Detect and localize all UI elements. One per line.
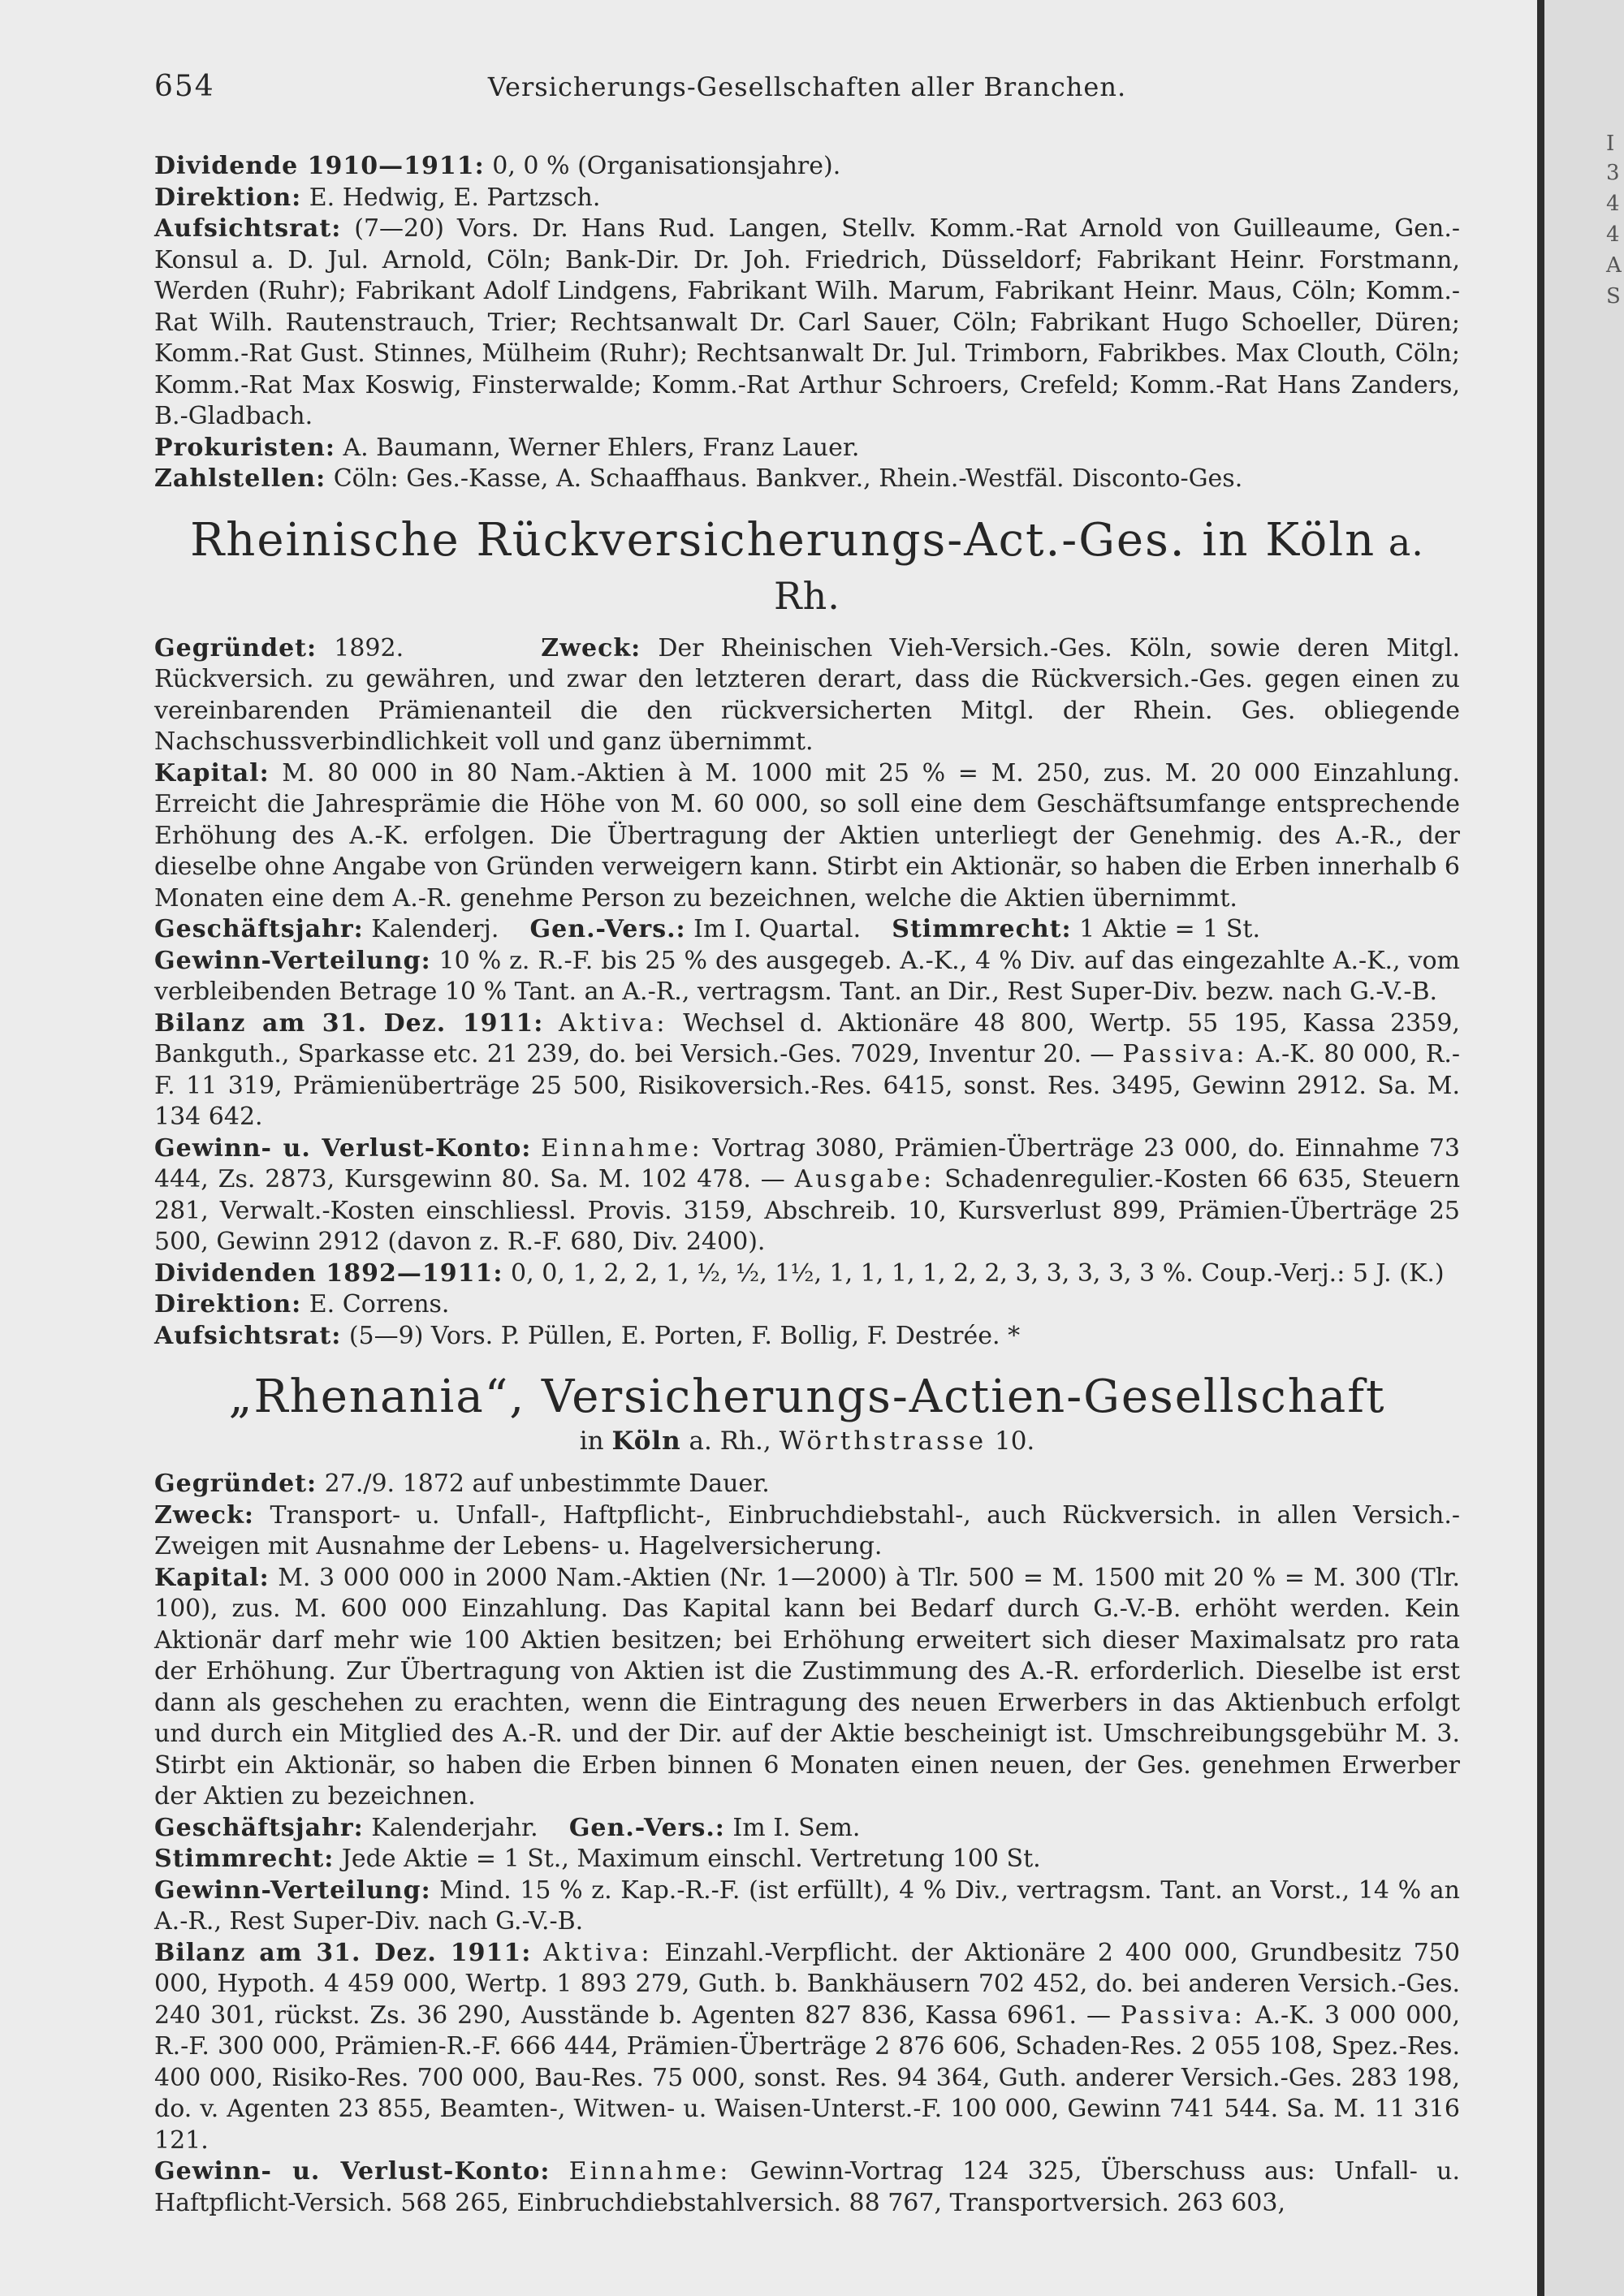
adjacent-page-edge	[1544, 0, 1624, 2296]
entry-dividenden: Dividenden 1892—1911: 0, 0, 1, 2, 2, 1, ½, ½, 1½, 1, 1, 1, 1, 2, 2, 3, 3, 3, 3, 3 %. Coup.-Verj.: 5 J. (K.)	[154, 1258, 1445, 1288]
entry-bilanz-3: Bilanz am 31. Dez. 1911: Aktiva: Einzahl.-Verpflicht. der Aktionäre 2 400 000, Grundbesitz 750 000, Hypoth. 4 459 000, Wertp. 1 893 279, Guth. b. Bankhäusern 702 452, do. bei anderen Versich.-Ges. 240 301, rückst. Zs. 36 290, Ausstände b. Agenten 827 836, Kassa 6961. — Passiva: A.-K. 3 000 000, R.-F. 300 000, Prämien-R.-F. 666 444, Prämien-Überträge 2 876 606, Schaden-Res. 2 055 108, Spez.-Res. 400 000, Risiko-Res. 700 000, Bau-Res. 75 000, sonst. Res. 94 364, Guth. anderer Versich.-Ges. 283 198, do. v. Agenten 23 855, Beamten-, Witwen- u. Waisen-Unterst.-F. 100 000, Gewinn 741 544. Sa. M. 11 316 121.	[154, 1938, 1460, 2155]
section-rhenania	[154, 1371, 1460, 2219]
section-previous-company	[154, 151, 1460, 495]
book-spine	[1537, 0, 1544, 2296]
page-header	[154, 57, 1460, 106]
entry-geschaeftsjahr: Geschäftsjahr: Kalenderj. Gen.-Vers.: Im I. Quartal. Stimmrecht: 1 Aktie = 1 St.	[154, 915, 1260, 943]
entry-aufsichtsrat-2: Aufsichtsrat: (5—9) Vors. P. Püllen, E. Porten, F. Bollig, F. Destrée. *	[154, 1321, 1021, 1350]
entry-gewinn-verteilung: Gewinn-Verteilung: 10 % z. R.-F. bis 25 % des ausgegeb. A.-K., 4 % Div. auf das eingezahlte A.-K., vom verbleibenden Betrage 10 % Tant. an A.-R., vertragsm. Tant. an Dir., Rest Super-Div. bezw. nach G.-V.-B.	[154, 946, 1460, 1006]
entry-kapital: Kapital: M. 80 000 in 80 Nam.-Aktien à M. 1000 mit 25 % = M. 250, zus. M. 20 000 Einzahlung. Erreicht die Jahresprämie die Höhe von M. 60 000, so soll eine dem Geschäftsumfange entsprechende Erhöhung des A.-K. erfolgen. Die Übertragung der Aktien unterliegt der Genehmig. des A.-R., der dieselbe ohne Angabe von Gründen verweigern kann. Stirbt ein Aktionär, so haben die Erben innerhalb 6 Monaten eine dem A.-R. genehme Person zu bezeichnen, welche die Aktien übernimmt.	[154, 758, 1460, 913]
section-rheinische-rueckversicherung	[154, 515, 1460, 1353]
adjacent-page-fragment: 4	[1606, 192, 1620, 216]
entry-zweck-3: Zweck: Transport- u. Unfall-, Haftpflicht-, Einbruchdiebstahl-, auch Rückversich. in allen Versich.-Zweigen mit Ausnahme der Lebens- u. Hagelversicherung.	[154, 1500, 1460, 1560]
adjacent-page-fragment: 4	[1606, 222, 1620, 247]
page-number: 654	[154, 70, 215, 103]
entry-direktion-2: Direktion: E. Correns.	[154, 1290, 450, 1318]
entry-bilanz: Bilanz am 31. Dez. 1911: Aktiva: Wechsel d. Aktionäre 48 800, Wertp. 55 195, Kassa 2359, Bankguth., Sparkasse etc. 21 239, do. bei Versich.-Ges. 7029, Inventur 20. — Passiva: A.-K. 80 000, R.-F. 11 319, Prämienüberträge 25 500, Risikoversich.-Res. 6415, sonst. Res. 3495, Gewinn 2912. Sa. M. 134 642.	[154, 1008, 1460, 1131]
entry-direktion: Direktion: E. Hedwig, E. Partzsch.	[154, 183, 601, 212]
entry-zahlstellen: Zahlstellen: Cöln: Ges.-Kasse, A. Schaaffhaus. Bankver., Rhein.-Westfäl. Disconto-Ges.	[154, 464, 1243, 493]
company-title-rhenania: „Rhenania“, Versicherungs-Actien-Gesellschaft	[228, 1370, 1386, 1423]
adjacent-page-fragment: A	[1606, 253, 1622, 278]
company-address: in Köln a. Rh., Wörthstrasse 10.	[579, 1426, 1035, 1456]
entry-stimmrecht-3: Stimmrecht: Jede Aktie = 1 St., Maximum einschl. Vertretung 100 St.	[154, 1845, 1041, 1873]
running-title: Versicherungs-Gesellschaften aller Branchen.	[487, 71, 1127, 102]
page-content	[154, 57, 1460, 2219]
entry-gewinn-verteilung-3: Gewinn-Verteilung: Mind. 15 % z. Kap.-R.-F. (ist erfüllt), 4 % Div., vertragsm. Tant. an Vorst., 14 % an A.-R., Rest Super-Div. nach G.-V.-B.	[154, 1875, 1460, 1936]
adjacent-page-fragment: S	[1606, 284, 1621, 309]
adjacent-page-fragment: 3	[1606, 161, 1620, 185]
company-title-rheinische: Rheinische Rückversicherungs-Act.-Ges. in Köln a. Rh.	[190, 513, 1424, 618]
entry-gewinn-verlust-3: Gewinn- u. Verlust-Konto: Einnahme: Gewinn-Vortrag 124 325, Überschuss aus: Unfall- u. Haftpflicht-Versich. 568 265, Einbruchdiebstahlversich. 88 767, Transportversich. 263 603,	[154, 2157, 1460, 2217]
entry-aufsichtsrat: Aufsichtsrat: (7—20) Vors. Dr. Hans Rud. Langen, Stellv. Komm.-Rat Arnold von Guilleaume, Gen.-Konsul a. D. Jul. Arnold, Cöln; Bank-Dir. Dr. Joh. Friedrich, Düsseldorf; Fabrikant Heinr. Forstmann, Werden (Ruhr); Fabrikant Adolf Lindgens, Fabrikant Wilh. Marum, Fabrikant Heinr. Maus, Cöln; Komm.-Rat Wilh. Rautenstrauch, Trier; Rechtsanwalt Dr. Carl Sauer, Cöln; Fabrikant Hugo Schoeller, Düren; Komm.-Rat Gust. Stinnes, Mülheim (Ruhr); Rechtsanwalt Dr. Jul. Trimborn, Fabrikbes. Max Clouth, Cöln; Komm.-Rat Max Koswig, Finsterwalde; Komm.-Rat Arthur Schroers, Crefeld; Komm.-Rat Hans Zanders, B.-Gladbach.	[154, 214, 1460, 430]
entry-gewinn-verlust: Gewinn- u. Verlust-Konto: Einnahme: Vortrag 3080, Prämien-Überträge 23 000, do. Einnahme 73 444, Zs. 2873, Kursgewinn 80. Sa. M. 102 478. — Ausgabe: Schadenregulier.-Kosten 66 635, Steuern 281, Verwalt.-Kosten einschliessl. Provis. 3159, Abschreib. 10, Kursverlust 899, Prämien-Überträge 25 500, Gewinn 2912 (davon z. R.-F. 680, Div. 2400).	[154, 1133, 1461, 1256]
entry-geschaeftsjahr-3: Geschäftsjahr: Kalenderjahr. Gen.-Vers.: Im I. Sem.	[154, 1813, 861, 1842]
entry-gegruendet-3: Gegründet: 27./9. 1872 auf unbestimmte Dauer.	[154, 1470, 770, 1498]
entry-prokuristen: Prokuristen: A. Baumann, Werner Ehlers, Franz Lauer.	[154, 433, 860, 462]
entry-dividende: Dividende 1910—1911: 0, 0 % (Organisationsjahre).	[154, 152, 841, 180]
entry-gegruendet-zweck: Gegründet: 1892. Zweck: Der Rheinischen Vieh-Versich.-Ges. Köln, sowie deren Mitgl. Rückversich. zu gewähren, und zwar den letzteren derart, dass die Rückversich.-Ges. gegen einen zu vereinbarenden Prämienanteil die den rückversicherten Mitgl. der Rhein. Ges. obliegende Nachschussverbindlichkeit voll und ganz übernimmt.	[154, 633, 1460, 756]
adjacent-page-fragment: I	[1606, 132, 1615, 156]
entry-kapital-3: Kapital: M. 3 000 000 in 2000 Nam.-Aktien (Nr. 1—2000) à Tlr. 500 = M. 1500 mit 20 % = M. 300 (Tlr. 100), zus. M. 600 000 Einzahlung. Das Kapital kann bei Bedarf durch G.-V.-B. erhöht werden. Kein Aktionär darf mehr wie 100 Aktien besitzen; bei Erhöhung erweitert sich dieser Maximalsatz pro rata der Erhöhung. Zur Übertragung von Aktien ist die Zustimmung des A.-R. erforderlich. Dieselbe ist erst dann als geschehen zu erachten, wenn die Eintragung des neuen Erwerbers in das Aktienbuch erfolgt und durch ein Mitglied des A.-R. und der Dir. auf der Aktie bescheinigt ist. Umschreibungsgebühr M. 3. Stirbt ein Aktionär, so haben die Erben binnen 6 Monaten einen neuen, der Ges. genehmen Erwerber der Aktien zu bezeichnen.	[154, 1563, 1460, 1810]
